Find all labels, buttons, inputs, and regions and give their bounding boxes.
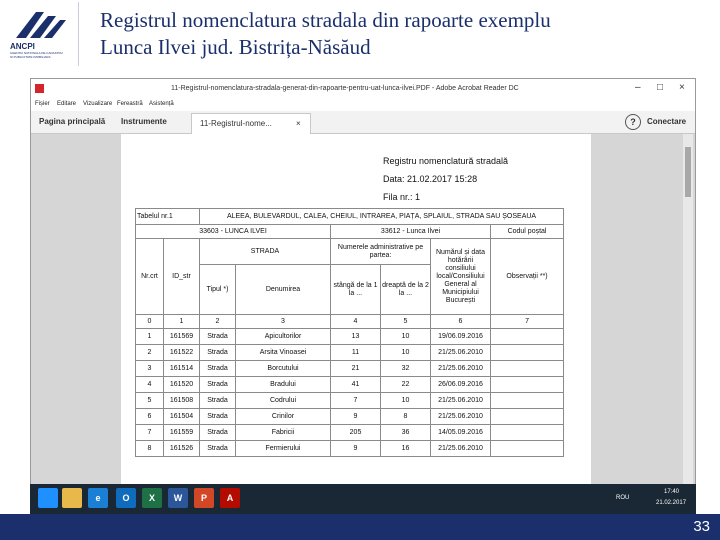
column-number: 5 <box>381 315 431 329</box>
excel-icon[interactable]: X <box>142 488 162 508</box>
locality-siruta: 33603 - LUNCA ILVEI <box>136 225 331 239</box>
document-date: Data: 21.02.2017 15:28 <box>383 174 478 184</box>
table-row <box>136 409 564 425</box>
cell-den: Fabricii <box>236 425 331 441</box>
col-stanga-header: stângă de la 1 la ... <box>331 265 381 315</box>
maximize-icon[interactable]: □ <box>657 82 664 93</box>
table-row <box>136 361 564 377</box>
cell-nr: 5 <box>136 393 164 409</box>
cell-obs <box>491 345 564 361</box>
cell-id: 161504 <box>164 409 200 425</box>
cell-dr: 36 <box>381 425 431 441</box>
cell-hcl: 21/25.06.2010 <box>431 361 491 377</box>
cell-den: Codrului <box>236 393 331 409</box>
cell-st: 41 <box>331 377 381 393</box>
cell-obs <box>491 393 564 409</box>
cell-nr: 1 <box>136 329 164 345</box>
cell-den: Crinilor <box>236 409 331 425</box>
col-dreapta-header: dreaptă de la 2 la ... <box>381 265 431 315</box>
cell-dr: 10 <box>381 345 431 361</box>
table-row <box>136 377 564 393</box>
cell-tip: Strada <box>200 441 236 457</box>
header-divider <box>78 2 79 66</box>
cell-hcl: 21/25.06.2010 <box>431 345 491 361</box>
menu-edit[interactable]: Editare <box>57 101 77 107</box>
cell-den: Bradului <box>236 377 331 393</box>
cell-tip: Strada <box>200 393 236 409</box>
acrobat-window <box>30 78 696 516</box>
cell-den: Arsita Vinoasei <box>236 345 331 361</box>
slide-title <box>100 7 551 61</box>
cell-dr: 32 <box>381 361 431 377</box>
cell-tip: Strada <box>200 329 236 345</box>
cell-st: 7 <box>331 393 381 409</box>
cell-dr: 22 <box>381 377 431 393</box>
clock-time[interactable]: 17:40 <box>664 489 680 495</box>
table-row <box>136 345 564 361</box>
logo-subtext: AGENTIA NATIONALA DE CADASTRU SI PUBLICITATE IMOBILIARA <box>10 51 63 59</box>
cell-id: 161559 <box>164 425 200 441</box>
cell-obs <box>491 377 564 393</box>
cell-st: 21 <box>331 361 381 377</box>
cell-id: 161514 <box>164 361 200 377</box>
cell-id: 161520 <box>164 377 200 393</box>
table-row <box>136 329 564 345</box>
word-icon[interactable]: W <box>168 488 188 508</box>
tab-home[interactable]: Pagina principală <box>39 117 106 126</box>
cell-obs <box>491 425 564 441</box>
cell-dr: 16 <box>381 441 431 457</box>
column-number: 7 <box>491 315 564 329</box>
col-hcl-header: Numărul și data hotărârii consiliului local/Consiliului General al Municipiului București <box>431 239 491 315</box>
cell-obs <box>491 361 564 377</box>
slide-header <box>0 0 720 70</box>
column-number: 2 <box>200 315 236 329</box>
close-tab-icon[interactable]: × <box>296 119 301 128</box>
cell-nr: 2 <box>136 345 164 361</box>
close-window-icon[interactable]: × <box>679 82 685 93</box>
window-title: 11-Registrul-nomenclatura-stradala-generat-din-rapoarte-pentru-uat-lunca-ilvei.PDF - Adobe Acrobat Reader DC <box>171 85 519 92</box>
window-titlebar <box>31 79 695 99</box>
locality-name: 33612 - Lunca Ilvei <box>331 225 491 239</box>
cell-nr: 7 <box>136 425 164 441</box>
cell-hcl: 19/06.09.2016 <box>431 329 491 345</box>
cell-tip: Strada <box>200 377 236 393</box>
table-label: Tabelul nr.1 <box>136 209 200 225</box>
powerpoint-icon[interactable]: P <box>194 488 214 508</box>
cell-obs <box>491 441 564 457</box>
language-indicator[interactable]: ROU <box>616 495 630 501</box>
cell-den: Apicultorilor <box>236 329 331 345</box>
col-tip-header: Tipul *) <box>200 265 236 315</box>
col-nr-header: Nr.crt <box>136 239 164 315</box>
document-sheet: Fila nr.: 1 <box>383 192 421 202</box>
acrobat-icon[interactable]: A <box>220 488 240 508</box>
signin-button[interactable]: Conectare <box>647 117 687 126</box>
cell-id: 161569 <box>164 329 200 345</box>
col-strada-header: STRADA <box>200 239 331 265</box>
scrollbar-thumb[interactable] <box>685 147 691 197</box>
slide-title-line-1: Registrul nomenclatura stradala din rapoarte exemplu <box>100 8 551 32</box>
cell-dr: 10 <box>381 393 431 409</box>
cell-hcl: 21/25.06.2010 <box>431 409 491 425</box>
tab-tools[interactable]: Instrumente <box>121 117 167 126</box>
cell-obs <box>491 329 564 345</box>
windows-start-icon[interactable] <box>38 488 58 508</box>
outlook-icon[interactable]: O <box>116 488 136 508</box>
column-number: 0 <box>136 315 164 329</box>
table-body <box>136 329 564 457</box>
column-number: 1 <box>164 315 200 329</box>
cell-dr: 8 <box>381 409 431 425</box>
acrobat-app-icon <box>35 84 44 93</box>
cell-hcl: 26/06.09.2016 <box>431 377 491 393</box>
pdf-page <box>121 134 591 494</box>
menu-view[interactable]: Vizualizare <box>83 101 113 107</box>
column-number: 3 <box>236 315 331 329</box>
cell-st: 9 <box>331 409 381 425</box>
cell-hcl: 21/25.06.2010 <box>431 441 491 457</box>
slide-footer <box>0 514 720 540</box>
internet-explorer-icon[interactable]: e <box>88 488 108 508</box>
table-categories: ALEEA, BULEVARDUL, CALEA, CHEIUL, INTRAREA, PIAȚA, SPLAIUL, STRADA SAU ȘOSEAUA <box>200 209 564 225</box>
menu-help[interactable]: Asistență <box>149 101 174 107</box>
table-row <box>136 425 564 441</box>
cell-nr: 8 <box>136 441 164 457</box>
cell-nr: 6 <box>136 409 164 425</box>
slide-number: 33 <box>693 518 710 535</box>
slide-title-line-2: Lunca Ilvei jud. Bistrița-Năsăud <box>100 35 371 59</box>
cell-st: 9 <box>331 441 381 457</box>
windows-taskbar <box>30 484 696 514</box>
column-number-row <box>136 315 564 329</box>
cell-tip: Strada <box>200 425 236 441</box>
minimize-icon[interactable]: – <box>635 82 641 93</box>
cell-st: 11 <box>331 345 381 361</box>
table-row <box>136 441 564 457</box>
col-id-header: ID_str <box>164 239 200 315</box>
document-heading: Registru nomenclatură stradală <box>383 156 509 166</box>
register-table <box>135 208 564 457</box>
help-icon[interactable]: ? <box>625 114 641 130</box>
menu-file[interactable]: Fișier <box>35 101 50 107</box>
cell-obs <box>491 409 564 425</box>
cell-den: Fermierului <box>236 441 331 457</box>
col-denumire-header: Denumirea <box>236 265 331 315</box>
cell-hcl: 14/05.09.2016 <box>431 425 491 441</box>
cell-id: 161526 <box>164 441 200 457</box>
tab-bar <box>31 111 695 134</box>
tab-document-label: 11-Registrul-nome... <box>200 119 272 128</box>
cell-nr: 3 <box>136 361 164 377</box>
tab-document[interactable] <box>191 113 311 134</box>
cell-hcl: 21/25.06.2010 <box>431 393 491 409</box>
file-explorer-icon[interactable] <box>62 488 82 508</box>
menu-window[interactable]: Fereastră <box>117 101 143 107</box>
cell-den: Borcutului <box>236 361 331 377</box>
cell-st: 13 <box>331 329 381 345</box>
table-row <box>136 393 564 409</box>
col-obs-header: Observații **) <box>491 239 564 315</box>
cell-id: 161508 <box>164 393 200 409</box>
cell-tip: Strada <box>200 345 236 361</box>
col-numere-header: Numerele administrative pe partea: <box>331 239 431 265</box>
cell-nr: 4 <box>136 377 164 393</box>
cell-tip: Strada <box>200 361 236 377</box>
column-number: 6 <box>431 315 491 329</box>
cell-id: 161522 <box>164 345 200 361</box>
menu-bar <box>31 99 695 111</box>
cell-st: 205 <box>331 425 381 441</box>
postal-code-header: Codul poștal <box>491 225 564 239</box>
logo-text: ANCPI <box>10 42 35 51</box>
cell-tip: Strada <box>200 409 236 425</box>
clock-date[interactable]: 21.02.2017 <box>656 500 687 506</box>
cell-dr: 10 <box>381 329 431 345</box>
column-number: 4 <box>331 315 381 329</box>
